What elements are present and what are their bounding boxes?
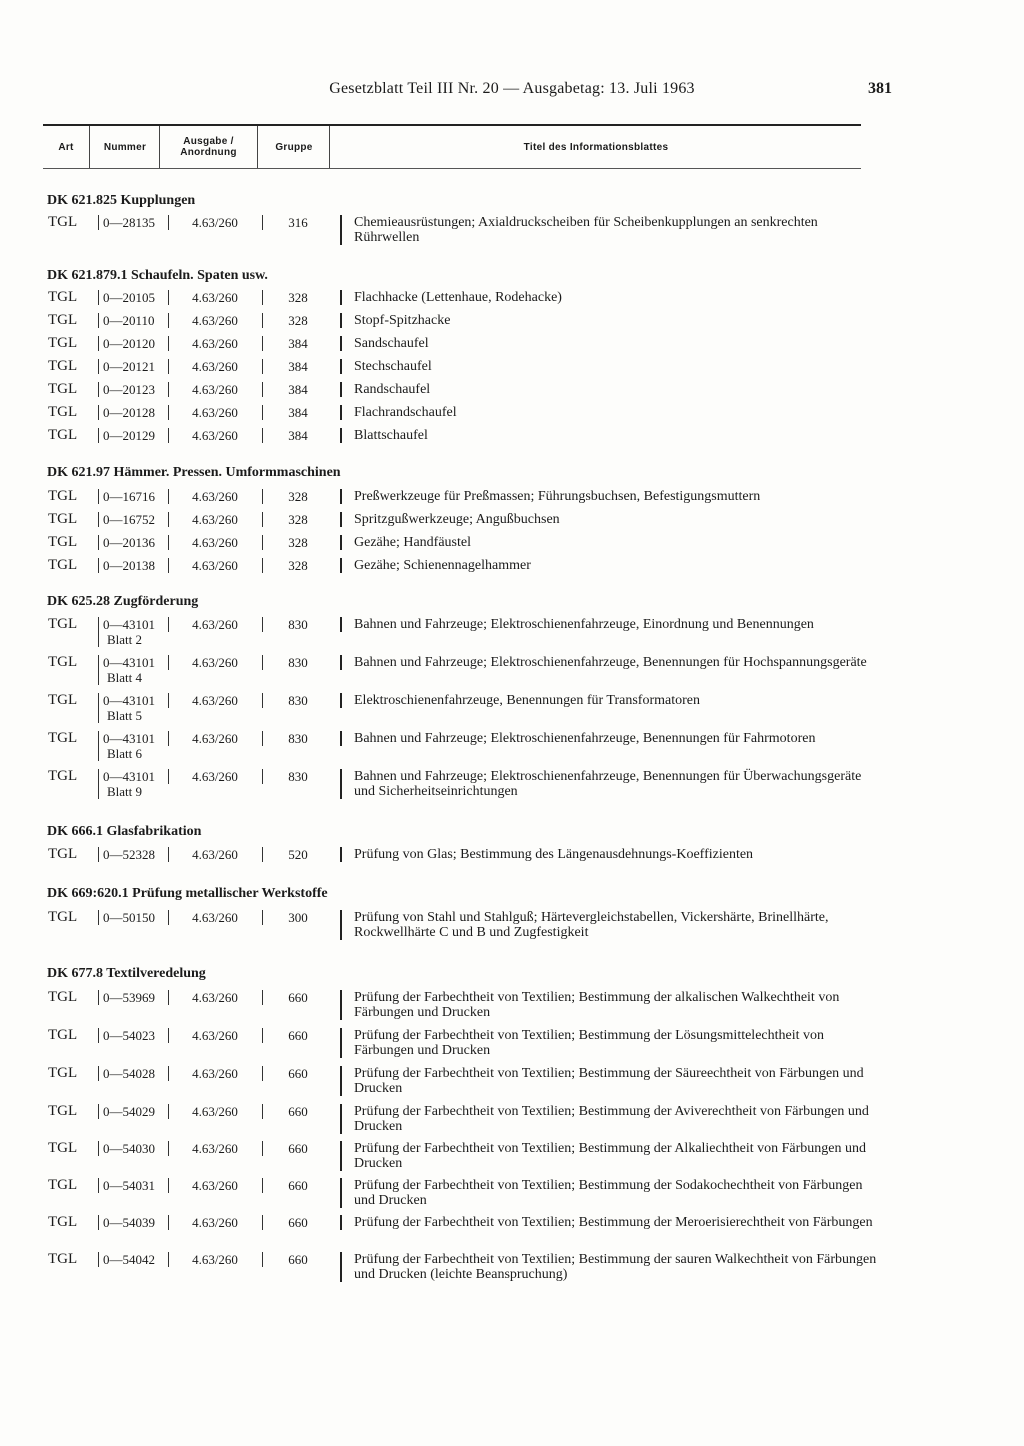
cell-art: TGL (48, 511, 78, 527)
cell-ausgabe: 4.63/260 (168, 990, 261, 1005)
cell-art: TGL (48, 312, 78, 328)
cell-art: TGL (48, 1214, 78, 1230)
cell-art: TGL (48, 1103, 78, 1119)
cell-gruppe: 384 (262, 405, 333, 420)
section-heading: DK 677.8 Textilveredelung (47, 966, 206, 981)
cell-gruppe: 660 (262, 1252, 333, 1267)
cell-nummer-value: 0—20110 (103, 313, 155, 328)
cell-titel: Flachhacke (Lettenhaue, Rodehacke) (340, 290, 884, 305)
cell-ausgabe: 4.63/260 (168, 1215, 261, 1230)
cell-titel: Prüfung von Glas; Bestimmung des Längenausdehnungs-Koeffizienten (340, 847, 884, 862)
column-header-nummer: Nummer (89, 126, 160, 168)
cell-art: TGL (48, 1177, 78, 1193)
cell-titel: Prüfung der Farbechtheit von Textilien; Bestimmung der Meroerisierechtheit von Färbungen (340, 1215, 884, 1230)
cell-art: TGL (48, 1065, 78, 1081)
cell-gruppe: 316 (262, 215, 333, 230)
cell-gruppe: 328 (262, 489, 333, 504)
cell-art: TGL (48, 214, 78, 230)
cell-art: TGL (48, 846, 78, 862)
cell-art: TGL (48, 1140, 78, 1156)
cell-gruppe: 660 (262, 1178, 333, 1193)
cell-nummer (98, 428, 169, 443)
cell-ausgabe: 4.63/260 (168, 1028, 261, 1043)
cell-nummer (98, 489, 169, 504)
cell-art: TGL (48, 989, 78, 1005)
cell-titel: Prüfung der Farbechtheit von Textilien; Bestimmung der alkalischen Walkechtheit von Färbungen und Drucken (340, 990, 884, 1020)
cell-nummer-value: 0—20123 (103, 382, 155, 397)
cell-ausgabe: 4.63/260 (168, 382, 261, 397)
cell-ausgabe: 4.63/260 (168, 655, 261, 670)
cell-art: TGL (48, 427, 78, 443)
cell-art: TGL (48, 381, 78, 397)
cell-ausgabe: 4.63/260 (168, 617, 261, 632)
cell-art: TGL (48, 1027, 78, 1043)
cell-nummer-value: 0—54028 (103, 1066, 155, 1081)
cell-ausgabe: 4.63/260 (168, 535, 261, 550)
cell-ausgabe: 4.63/260 (168, 769, 261, 784)
column-header-titel: Titel des Informationsblattes (329, 126, 862, 168)
cell-gruppe: 830 (262, 693, 333, 708)
cell-nummer (98, 313, 169, 328)
cell-nummer-value: 0—28135 (103, 215, 155, 230)
cell-art: TGL (48, 616, 78, 632)
cell-nummer-value: 0—16752 (103, 512, 155, 527)
cell-nummer (98, 215, 169, 230)
cell-titel: Prüfung der Farbechtheit von Textilien; Bestimmung der Lösungsmittelechtheit von Färbungen und Drucken (340, 1028, 884, 1058)
cell-titel: Bahnen und Fahrzeuge; Elektroschienenfahrzeuge, Benennungen für Fahrmotoren (340, 731, 884, 746)
cell-gruppe: 520 (262, 847, 333, 862)
cell-ausgabe: 4.63/260 (168, 1104, 261, 1119)
cell-titel: Elektroschienenfahrzeuge, Benennungen für Transformatoren (340, 693, 884, 708)
cell-gruppe: 328 (262, 290, 333, 305)
cell-gruppe: 830 (262, 655, 333, 670)
cell-titel: Gezähe; Schienennagelhammer (340, 558, 884, 573)
cell-ausgabe: 4.63/260 (168, 558, 261, 573)
cell-nummer (98, 1104, 169, 1119)
cell-ausgabe: 4.63/260 (168, 731, 261, 746)
cell-ausgabe: 4.63/260 (168, 910, 261, 925)
cell-nummer-value: 0—43101 (103, 769, 155, 784)
cell-nummer (98, 990, 169, 1005)
column-header-art: Art (58, 141, 74, 153)
cell-titel: Prüfung der Farbechtheit von Textilien; Bestimmung der sauren Walkechtheit von Färbungen und Drucken (leichte Beanspruchung) (340, 1252, 884, 1282)
cell-nummer-value: 0—43101 (103, 731, 155, 746)
cell-nummer (98, 1215, 169, 1230)
cell-nummer (98, 693, 169, 723)
cell-art: TGL (48, 1251, 78, 1267)
column-header-ausgabe: Ausgabe / Anordnung (159, 126, 257, 168)
cell-titel: Prüfung der Farbechtheit von Textilien; Bestimmung der Säureechtheit von Färbungen und Drucken (340, 1066, 884, 1096)
cell-ausgabe: 4.63/260 (168, 489, 261, 504)
cell-nummer-value: 0—54031 (103, 1178, 155, 1193)
cell-titel: Stopf-Spitzhacke (340, 313, 884, 328)
cell-titel: Prüfung der Farbechtheit von Textilien; Bestimmung der Alkaliechtheit von Färbungen und Drucken (340, 1141, 884, 1171)
cell-gruppe: 328 (262, 512, 333, 527)
cell-art: TGL (48, 335, 78, 351)
section-heading: DK 625.28 Zugförderung (47, 594, 199, 609)
cell-nummer-value: 0—20136 (103, 535, 155, 550)
cell-gruppe: 660 (262, 1104, 333, 1119)
cell-art: TGL (48, 654, 78, 670)
cell-titel: Gezähe; Handfäustel (340, 535, 884, 550)
cell-ausgabe: 4.63/260 (168, 290, 261, 305)
cell-gruppe: 384 (262, 336, 333, 351)
cell-ausgabe: 4.63/260 (168, 1178, 261, 1193)
cell-titel: Stechschaufel (340, 359, 884, 374)
cell-nummer-value: 0—54042 (103, 1252, 155, 1267)
cell-nummer-value: 0—52328 (103, 847, 155, 862)
running-head: Gesetzblatt Teil III Nr. 20 — Ausgabetag: 13. Juli 1963 (329, 80, 695, 97)
section-heading: DK 621.879.1 Schaufeln. Spaten usw. (47, 268, 268, 283)
cell-ausgabe: 4.63/260 (168, 428, 261, 443)
section-heading: DK 621.825 Kupplungen (47, 193, 196, 208)
cell-nummer (98, 290, 169, 305)
cell-ausgabe: 4.63/260 (168, 359, 261, 374)
cell-gruppe: 830 (262, 769, 333, 784)
cell-nummer-value: 0—43101 (103, 655, 155, 670)
cell-gruppe: 384 (262, 428, 333, 443)
cell-gruppe: 328 (262, 535, 333, 550)
cell-nummer (98, 382, 169, 397)
cell-ausgabe: 4.63/260 (168, 1141, 261, 1156)
cell-titel: Preßwerkzeuge für Preßmassen; Führungsbuchsen, Befestigungsmuttern (340, 489, 884, 504)
cell-nummer-value: 0—43101 (103, 617, 155, 632)
cell-ausgabe: 4.63/260 (168, 847, 261, 862)
cell-ausgabe: 4.63/260 (168, 1252, 261, 1267)
cell-nummer-value: 0—20120 (103, 336, 155, 351)
cell-titel: Flachrandschaufel (340, 405, 884, 420)
cell-blatt: Blatt 2 (107, 632, 143, 647)
cell-nummer-value: 0—43101 (103, 693, 155, 708)
cell-titel: Prüfung von Stahl und Stahlguß; Härtevergleichstabellen, Vickershärte, Brinellhärte, Rockwellhärte C und B und Zugfestigkeit (340, 910, 884, 940)
cell-nummer (98, 405, 169, 420)
section-heading: DK 666.1 Glasfabrikation (47, 824, 202, 839)
cell-gruppe: 384 (262, 359, 333, 374)
cell-titel: Spritzgußwerkzeuge; Angußbuchsen (340, 512, 884, 527)
cell-nummer-value: 0—20138 (103, 558, 155, 573)
cell-titel: Sandschaufel (340, 336, 884, 351)
cell-titel: Prüfung der Farbechtheit von Textilien; Bestimmung der Aviverechtheit von Färbungen und Drucken (340, 1104, 884, 1134)
cell-art: TGL (48, 534, 78, 550)
cell-nummer-value: 0—54030 (103, 1141, 155, 1156)
cell-art: TGL (48, 730, 78, 746)
cell-titel: Randschaufel (340, 382, 884, 397)
cell-nummer-value: 0—20128 (103, 405, 155, 420)
cell-nummer (98, 617, 169, 647)
cell-nummer (98, 558, 169, 573)
cell-gruppe: 830 (262, 731, 333, 746)
cell-gruppe: 328 (262, 558, 333, 573)
cell-gruppe: 660 (262, 1141, 333, 1156)
section-heading: DK 669:620.1 Prüfung metallischer Werkstoffe (47, 886, 328, 901)
column-header-gruppe: Gruppe (257, 126, 330, 168)
cell-nummer-value: 0—50150 (103, 910, 155, 925)
cell-blatt: Blatt 6 (107, 746, 143, 761)
cell-gruppe: 328 (262, 313, 333, 328)
cell-nummer-value: 0—20105 (103, 290, 155, 305)
cell-nummer (98, 655, 169, 685)
cell-nummer (98, 847, 169, 862)
cell-art: TGL (48, 768, 78, 784)
cell-titel: Bahnen und Fahrzeuge; Elektroschienenfahrzeuge, Benennungen für Überwachungsgeräte und Sicherheitseinrichtungen (340, 769, 884, 799)
cell-nummer (98, 1028, 169, 1043)
cell-art: TGL (48, 404, 78, 420)
cell-nummer-value: 0—54039 (103, 1215, 155, 1230)
cell-art: TGL (48, 692, 78, 708)
cell-gruppe: 660 (262, 1215, 333, 1230)
cell-titel: Chemieausrüstungen; Axialdruckscheiben für Scheibenkupplungen an senkrechten Rührwellen (340, 215, 884, 245)
cell-nummer (98, 336, 169, 351)
cell-nummer-value: 0—53969 (103, 990, 155, 1005)
cell-ausgabe: 4.63/260 (168, 1066, 261, 1081)
cell-gruppe: 660 (262, 1028, 333, 1043)
cell-gruppe: 300 (262, 910, 333, 925)
cell-nummer-value: 0—20129 (103, 428, 155, 443)
cell-art: TGL (48, 909, 78, 925)
cell-nummer (98, 1141, 169, 1156)
cell-ausgabe: 4.63/260 (168, 405, 261, 420)
cell-ausgabe: 4.63/260 (168, 215, 261, 230)
cell-nummer-value: 0—20121 (103, 359, 155, 374)
cell-art: TGL (48, 557, 78, 573)
cell-nummer (98, 535, 169, 550)
cell-gruppe: 660 (262, 990, 333, 1005)
cell-nummer (98, 769, 169, 799)
cell-nummer-value: 0—54029 (103, 1104, 155, 1119)
cell-art: TGL (48, 488, 78, 504)
cell-art: TGL (48, 289, 78, 305)
cell-nummer (98, 512, 169, 527)
cell-blatt: Blatt 9 (107, 784, 143, 799)
cell-nummer (98, 1178, 169, 1193)
cell-titel: Bahnen und Fahrzeuge; Elektroschienenfahrzeuge, Benennungen für Hochspannungsgeräte (340, 655, 884, 670)
cell-titel: Prüfung der Farbechtheit von Textilien; Bestimmung der Sodakochechtheit von Färbungen und Drucken (340, 1178, 884, 1208)
page-number: 381 (868, 80, 892, 97)
cell-gruppe: 660 (262, 1066, 333, 1081)
cell-ausgabe: 4.63/260 (168, 336, 261, 351)
cell-titel: Bahnen und Fahrzeuge; Elektroschienenfahrzeuge, Einordnung und Benennungen (340, 617, 884, 632)
cell-nummer (98, 1252, 169, 1267)
cell-nummer (98, 731, 169, 761)
cell-gruppe: 830 (262, 617, 333, 632)
cell-art: TGL (48, 358, 78, 374)
cell-nummer (98, 910, 169, 925)
cell-nummer-value: 0—16716 (103, 489, 155, 504)
cell-ausgabe: 4.63/260 (168, 512, 261, 527)
cell-titel: Blattschaufel (340, 428, 884, 443)
cell-gruppe: 384 (262, 382, 333, 397)
cell-nummer (98, 359, 169, 374)
cell-nummer-value: 0—54023 (103, 1028, 155, 1043)
cell-blatt: Blatt 5 (107, 708, 143, 723)
cell-ausgabe: 4.63/260 (168, 313, 261, 328)
section-heading: DK 621.97 Hämmer. Pressen. Umformmaschinen (47, 465, 341, 480)
cell-nummer (98, 1066, 169, 1081)
cell-ausgabe: 4.63/260 (168, 693, 261, 708)
cell-blatt: Blatt 4 (107, 670, 143, 685)
